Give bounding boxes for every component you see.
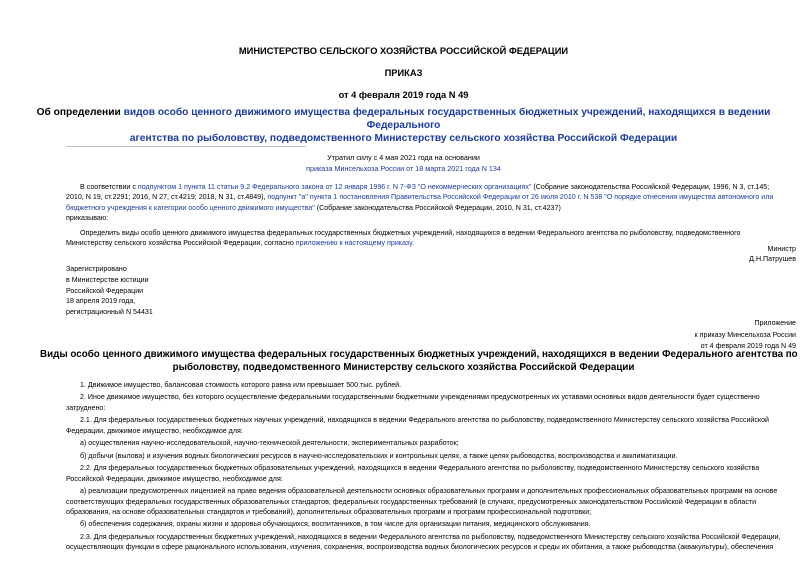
item-1: 1. Движимое имущество, балансовая стоимость которого равна или превышает 500 тыс. рублей. [80,381,402,389]
item-2-3-line1: 2.3. Для федеральных государственных бюджетных учреждений, находящихся в ведении Федерального агентства по рыболовству, подведомственного Министерству сельского хозяйства Российской Федерации, [80,532,781,541]
item-2-2-a-line2: соответствующих федеральных государственных образовательных стандартов, федеральных государственных требований (в случаях, предусмотренных законодательством Российской Федерации в области [66,497,757,506]
orders-word: приказываю: [66,214,109,223]
decree-link-cont[interactable]: бюджетного учреждения к категории особо ценного движимого имущества" [66,203,315,212]
item-2-2-line2: Российской Федерации, движимое имущество, необходимое для: [66,474,283,483]
appendix-title-line1: Виды особо ценного движимого имущества федеральных государственных бюджетных учреждений, находящихся в ведении Федерального агентства по [40,349,798,360]
appendix-label: Приложение [754,319,796,327]
order-date-number: от 4 февраля 2019 года N 49 [338,90,469,100]
registration-line: 18 апреля 2019 года, [66,297,136,306]
order-title [20,106,787,145]
divider [66,146,306,147]
registration-line: Российской Федерации [66,286,144,295]
preamble [66,182,801,248]
order-text: . [411,239,414,248]
item-2-line2: затруднено: [66,403,106,412]
preamble-text: 2010, N 19, ст.2291; 2016, N 27, ст.4219; 2018, N 31, ст.4849), [66,193,268,202]
item-2-2-line1: 2.2. Для федеральных государственных бюджетных образовательных учреждений, находящихся в ведении Федерального агентства по рыболовству, подведомственного Министерству сельского хозяйства [80,464,760,473]
registration-line: в Министерстве юстиции [66,275,149,284]
law-link[interactable]: подпунктом 1 пункта 11 статьи 9.2 Федерального закона от 12 января 1996 г. N 7-ФЗ "О некоммерческих организациях" [137,183,532,191]
preamble-line2 [66,192,801,202]
item-2-1-b: б) добычи (вылова) и изучения водных биологических ресурсов в научно-исследовательских и контрольных целях, а также целях рыбоводства, воспроизводства и акклиматизации. [80,451,678,460]
appendix-title-line2: рыболовству, подведомственного Министерству сельского хозяйства Российской Федерации [172,362,635,373]
registration-line: Зарегистрировано [66,265,127,273]
title-link-line2[interactable]: агентства по рыболовству, подведомственного Министерству сельского хозяйства Российской Федерации [129,133,678,144]
appendix-link[interactable]: приложению к настоящему приказу [295,239,412,248]
preamble-line3 [66,203,801,213]
item-2-2-a-line1: а) реализации предусмотренных лицензией на право ведения образовательной деятельности основных образовательных программ и дополнительных профессиональных образовательных программ на основе [80,487,778,496]
appendix-to-order: к приказу Минсельхоза России [694,330,796,339]
order-text: Министерству сельского хозяйства Российской Федерации, согласно [66,239,296,248]
signature-position: Министр [767,245,796,253]
appendix-title [40,348,798,374]
appendix-body [66,380,801,553]
item-2-1-a: а) осуществления научно-исследовательской, научно-технической деятельности, экспериментальных разработок; [80,439,459,448]
item-2-2-b: б) обеспечения содержания, охраны жизни и здоровья обучающихся, воспитанников, в том числе для организации питания, медицинского обслуживания. [80,520,591,529]
registration-line: регистрационный N 54431 [66,308,153,317]
repeal-note [150,153,657,174]
order-paragraph-line1: Определить виды особо ценного движимого имущества федеральных государственных бюджетных учреждений, находящихся в ведении Федерального агентства по рыболовству, подведомственного [80,228,741,237]
item-2-1-line1: 2.1. Для федеральных государственных бюджетных научных учреждений, находящихся в ведении Федерального агентства по рыболовству, подведомственного Министерству сельского хозяйства Российской [80,416,770,425]
item-2-2-a-line3: образования, на основе образовательных стандартов и требований), дополнительных образовательных программ и программ профессиональной подготовки; [66,507,592,516]
title-prefix: Об определении [36,107,124,118]
signature-name: Д.Н.Патрушев [749,255,796,264]
item-2-1-line2: Федерации, движимое имущество, необходимое для: [66,426,243,435]
preamble-text: (Собрание законодательства Российской Федерации, 1996, N 3, ст.145; [531,183,770,191]
item-2-line1: 2. Иное движимое имущество, без которого осуществление федеральными государственными бюджетными учреждениями предусмотренных их уставами основных видов деятельности будет существенно [80,393,760,402]
repeal-link[interactable]: приказа Минсельхоза России от 18 марта 2021 года N 134 [306,163,501,173]
signature [600,244,796,265]
preamble-text: В соответствии с [80,183,138,191]
registration-block [66,264,286,318]
title-link-line1[interactable]: видов особо ценного движимого имущества федеральных государственных бюджетных учреждений, находящихся в ведении Федерального [123,107,771,131]
preamble-line1 [66,182,801,192]
repeal-line: Утратил силу с 4 мая 2021 года на основании [327,153,480,162]
decree-link[interactable]: подпункт "а" пункта 1 постановления Правительства Российской Федерации от 26 июля 2010 г. N 538 "О порядке отнесения имущества автономного или [267,193,774,202]
item-2-3-line2: осуществляющих функции в сфере рационального использования, изучения, сохранения, воспроизводства водных биологических ресурсов и среды их обитания, а также рыбоводства (аквакультуры), обеспечения [66,543,774,552]
preamble-text: (Собрание законодательства Российской Федерации, 2010, N 31, ст.4237) [314,203,561,212]
ministry-heading: МИНИСТЕРСТВО СЕЛЬСКОГО ХОЗЯЙСТВА РОССИЙСКОЙ ФЕДЕРАЦИИ [238,46,569,56]
doc-type-heading: ПРИКАЗ [384,68,423,78]
appendix-date: от 4 февраля 2019 года N 49 [700,342,796,350]
